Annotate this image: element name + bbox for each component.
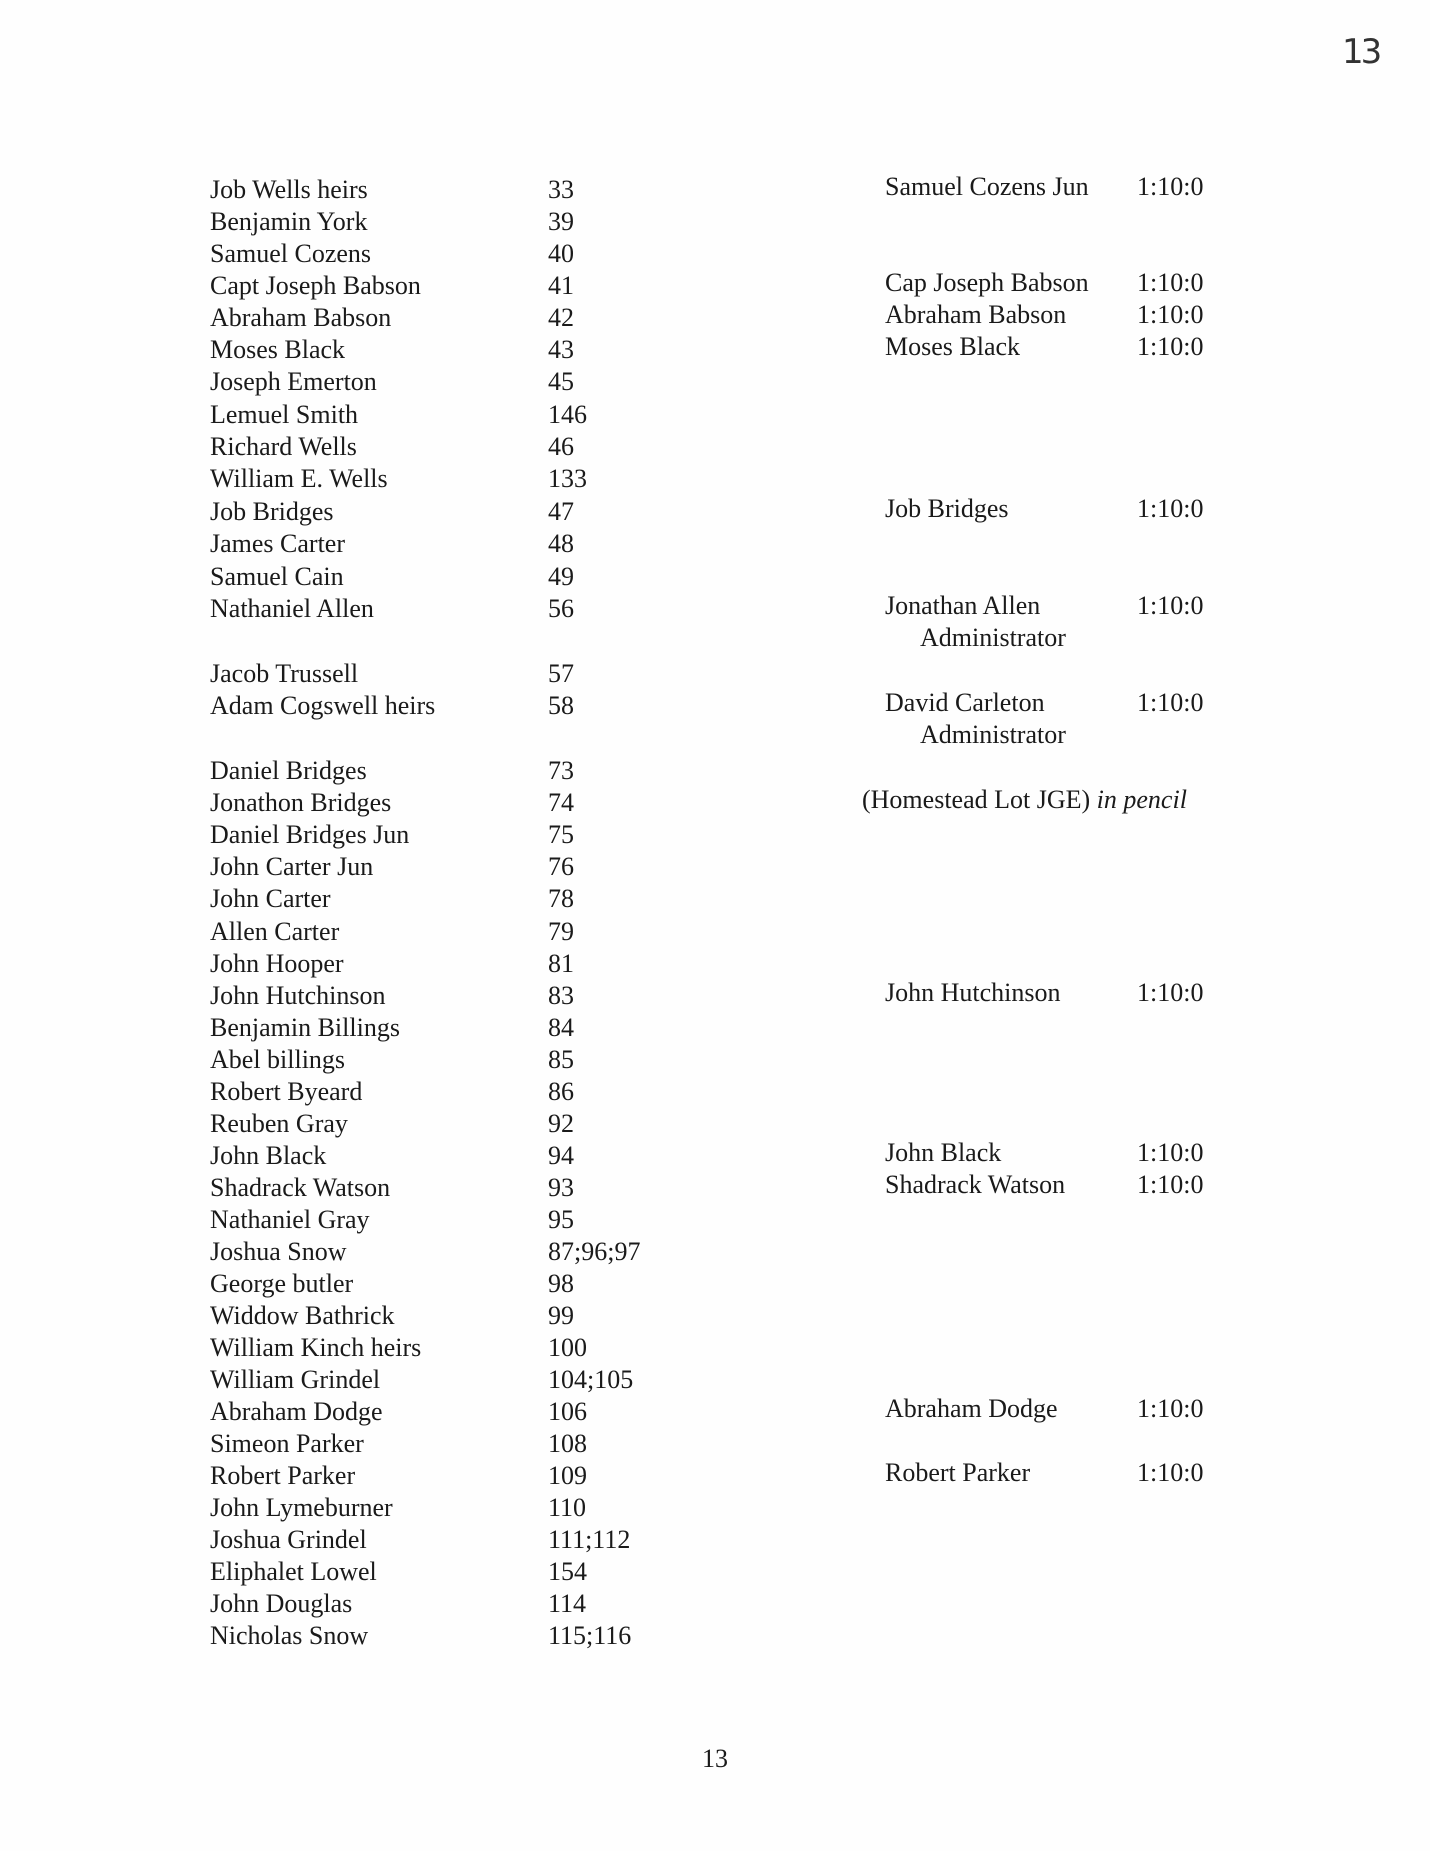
list-item [0, 528, 1430, 560]
proprietor-name: James Carter [210, 529, 346, 558]
payment-amount: 1:10:0 [1137, 494, 1204, 523]
proprietor-name: John Carter [210, 884, 331, 913]
payer-name: David Carleton [885, 688, 1045, 717]
lot-number: 146 [548, 400, 587, 429]
list-item [0, 366, 1430, 398]
payment-amount: 1:10:0 [1137, 300, 1204, 329]
list-item [0, 787, 1430, 819]
list-item [0, 1588, 1430, 1620]
lot-number: 78 [548, 884, 574, 913]
proprietor-name: John Douglas [210, 1589, 353, 1618]
list-item [0, 496, 1430, 528]
list-item [0, 916, 1430, 948]
lot-number: 108 [548, 1429, 587, 1458]
lot-number: 56 [548, 594, 574, 623]
proprietor-name: Robert Parker [210, 1461, 356, 1490]
proprietor-name: Abraham Dodge [210, 1397, 383, 1426]
lot-number: 133 [548, 464, 587, 493]
lot-number: 73 [548, 756, 574, 785]
list-item [0, 1204, 1430, 1236]
proprietor-name: Job Bridges [210, 497, 334, 526]
list-item [0, 1012, 1430, 1044]
list-item [0, 1524, 1430, 1556]
proprietor-name: Eliphalet Lowel [210, 1557, 377, 1586]
proprietor-name: Samuel Cain [210, 562, 344, 591]
proprietor-name: Jonathon Bridges [210, 788, 392, 817]
proprietor-name: Simeon Parker [210, 1429, 364, 1458]
proprietor-name: Widdow Bathrick [210, 1301, 395, 1330]
pencil-note-text: (Homestead Lot JGE) [862, 785, 1091, 814]
payer-name: Job Bridges [885, 494, 1009, 523]
proprietor-name: Robert Byeard [210, 1077, 363, 1106]
list-item [0, 302, 1430, 334]
payment-amount: 1:10:0 [1137, 591, 1204, 620]
payment-amount: 1:10:0 [1137, 688, 1204, 717]
payer-name: Robert Parker [885, 1458, 1031, 1487]
payer-name: Jonathan Allen [885, 591, 1041, 620]
payer-name: Shadrack Watson [885, 1170, 1066, 1199]
list-item [0, 561, 1430, 593]
lot-number: 92 [548, 1109, 574, 1138]
proprietor-name: Nicholas Snow [210, 1621, 369, 1650]
payer-name: John Black [885, 1138, 1002, 1167]
proprietor-name: Benjamin York [210, 207, 368, 236]
lot-number: 87;96;97 [548, 1237, 641, 1266]
list-item [0, 334, 1430, 366]
lot-number: 100 [548, 1333, 587, 1362]
lot-number: 95 [548, 1205, 574, 1234]
proprietor-name: Daniel Bridges [210, 756, 367, 785]
lot-number: 42 [548, 303, 574, 332]
lot-number: 33 [548, 175, 574, 204]
list-item [0, 1556, 1430, 1588]
list-item [0, 819, 1430, 851]
lot-number: 39 [548, 207, 574, 236]
lot-number: 94 [548, 1141, 574, 1170]
proprietor-name: John Carter Jun [210, 852, 374, 881]
list-item [0, 883, 1430, 915]
lot-number: 47 [548, 497, 574, 526]
proprietor-name: George butler [210, 1269, 354, 1298]
lot-number: 104;105 [548, 1365, 634, 1394]
proprietor-name: Allen Carter [210, 917, 340, 946]
proprietor-name: Moses Black [210, 335, 346, 364]
lot-number: 106 [548, 1397, 587, 1426]
proprietor-name: Joshua Snow [210, 1237, 347, 1266]
lot-number: 58 [548, 691, 574, 720]
payment-amount: 1:10:0 [1137, 172, 1204, 201]
list-item [0, 1172, 1430, 1204]
list-item [0, 688, 1430, 749]
pencil-note [862, 784, 1187, 816]
list-item [0, 206, 1430, 238]
lot-number: 111;112 [548, 1525, 631, 1554]
list-item [0, 980, 1430, 1012]
list-item [0, 1364, 1430, 1396]
list-item [0, 1140, 1430, 1172]
proprietor-name: Jacob Trussell [210, 659, 359, 688]
payment-amount: 1:10:0 [1137, 268, 1204, 297]
lot-number: 98 [548, 1269, 574, 1298]
list-item [0, 1428, 1430, 1460]
proprietor-name: John Hooper [210, 949, 344, 978]
list-item [0, 1108, 1430, 1140]
lot-number: 81 [548, 949, 574, 978]
list-item [0, 270, 1430, 302]
payment-amount: 1:10:0 [1137, 1458, 1204, 1487]
list-item [0, 1492, 1430, 1524]
list-item [0, 1332, 1430, 1364]
lot-number: 84 [548, 1013, 574, 1042]
list-item [0, 238, 1430, 270]
lot-number: 93 [548, 1173, 574, 1202]
payer-name: Cap Joseph Babson [885, 268, 1089, 297]
lot-number: 99 [548, 1301, 574, 1330]
payer-name: Abraham Babson [885, 300, 1067, 329]
lot-number: 114 [548, 1589, 587, 1618]
proprietor-name: Richard Wells [210, 432, 357, 461]
list-item [0, 755, 1430, 787]
proprietor-name: Reuben Gray [210, 1109, 348, 1138]
payer-name: Abraham Dodge [885, 1394, 1058, 1423]
handwritten-page-number: 13 [1342, 32, 1380, 72]
lot-number: 85 [548, 1045, 574, 1074]
list-item [0, 399, 1430, 431]
payment-amount: 1:10:0 [1137, 1394, 1204, 1423]
payer-role: Administrator [920, 720, 1066, 749]
lot-number: 48 [548, 529, 574, 558]
lot-number: 115;116 [548, 1621, 632, 1650]
list-item [0, 1460, 1430, 1492]
list-item [0, 1396, 1430, 1428]
payment-amount: 1:10:0 [1137, 332, 1204, 361]
payment-amount: 1:10:0 [1137, 1170, 1204, 1199]
proprietor-name: Abel billings [210, 1045, 346, 1074]
proprietor-name: Daniel Bridges Jun [210, 820, 410, 849]
list-item [0, 1076, 1430, 1108]
list-item [0, 174, 1430, 206]
lot-number: 109 [548, 1461, 587, 1490]
proprietor-name: Benjamin Billings [210, 1013, 400, 1042]
proprietor-name: Lemuel Smith [210, 400, 359, 429]
list-item [0, 1236, 1430, 1268]
lot-number: 86 [548, 1077, 574, 1106]
list-item [0, 1044, 1430, 1076]
proprietor-name: John Hutchinson [210, 981, 386, 1010]
lot-number: 74 [548, 788, 574, 817]
lot-number: 75 [548, 820, 574, 849]
proprietor-name: Adam Cogswell heirs [210, 691, 436, 720]
list-item [0, 658, 1430, 690]
proprietor-name: Samuel Cozens [210, 239, 372, 268]
lot-number: 46 [548, 432, 574, 461]
lot-number: 49 [548, 562, 574, 591]
proprietor-name: Nathaniel Gray [210, 1205, 370, 1234]
payer-name: John Hutchinson [885, 978, 1061, 1007]
proprietor-name: Job Wells heirs [210, 175, 368, 204]
proprietor-name: Joseph Emerton [210, 367, 377, 396]
proprietor-name: Joshua Grindel [210, 1525, 367, 1554]
payment-amount: 1:10:0 [1137, 1138, 1204, 1167]
list-item [0, 431, 1430, 463]
proprietor-name: Abraham Babson [210, 303, 392, 332]
proprietor-name: William Grindel [210, 1365, 381, 1394]
lot-number: 45 [548, 367, 574, 396]
payment-amount: 1:10:0 [1137, 978, 1204, 1007]
pencil-note-italic: in pencil [1096, 785, 1187, 814]
lot-number: 79 [548, 917, 574, 946]
list-item [0, 1268, 1430, 1300]
lot-number: 110 [548, 1493, 587, 1522]
lot-number: 76 [548, 852, 574, 881]
list-item [0, 463, 1430, 495]
payer-name: Moses Black [885, 332, 1021, 361]
lot-number: 40 [548, 239, 574, 268]
list-item [0, 1620, 1430, 1652]
lot-number: 57 [548, 659, 574, 688]
list-item [0, 1300, 1430, 1332]
proprietor-name: William E. Wells [210, 464, 388, 493]
proprietor-name: John Black [210, 1141, 327, 1170]
proprietor-name: Shadrack Watson [210, 1173, 391, 1202]
payer-name: Samuel Cozens Jun [885, 172, 1089, 201]
lot-number: 154 [548, 1557, 587, 1586]
payer-role: Administrator [920, 623, 1066, 652]
lot-number: 41 [548, 271, 574, 300]
list-item [0, 851, 1430, 883]
proprietor-name: Nathaniel Allen [210, 594, 374, 623]
lot-number: 83 [548, 981, 574, 1010]
proprietor-name: William Kinch heirs [210, 1333, 422, 1362]
proprietor-name: Capt Joseph Babson [210, 271, 421, 300]
proprietor-name: John Lymeburner [210, 1493, 393, 1522]
lot-number: 43 [548, 335, 574, 364]
list-item [0, 591, 1430, 652]
list-item [0, 948, 1430, 980]
page-number: 13 [702, 1744, 728, 1773]
